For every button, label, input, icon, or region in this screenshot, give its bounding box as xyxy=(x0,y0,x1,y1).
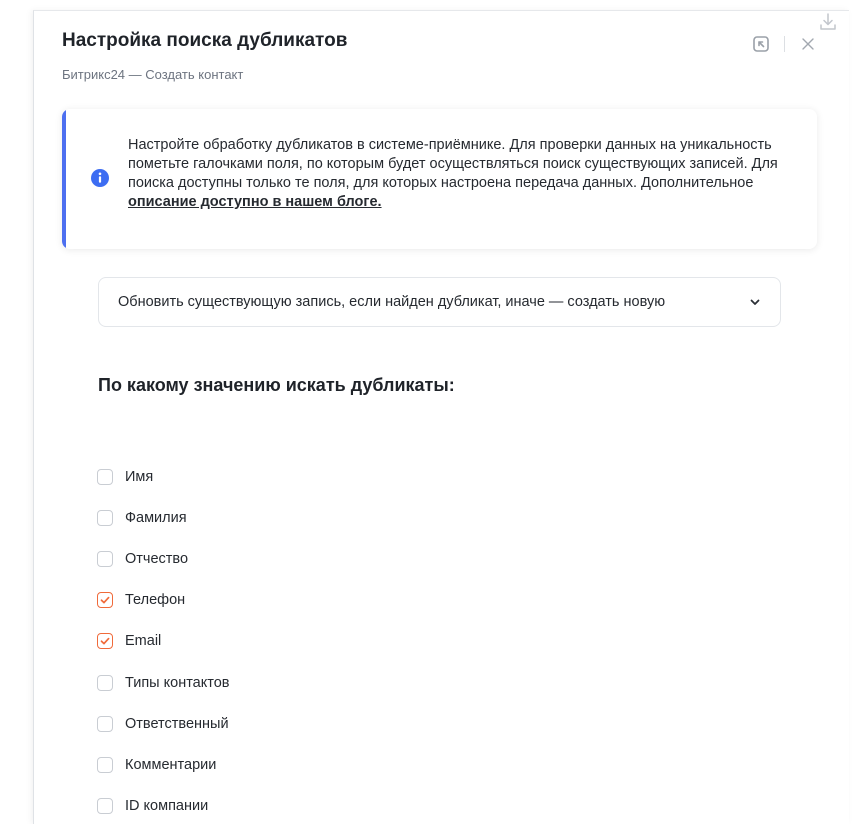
checkbox[interactable] xyxy=(97,675,113,691)
checkbox[interactable] xyxy=(97,510,113,526)
field-item[interactable] xyxy=(97,580,230,621)
checkbox[interactable] xyxy=(97,798,113,814)
field-item[interactable] xyxy=(97,497,230,538)
close-icon[interactable] xyxy=(797,33,819,55)
select-value: Обновить существующую запись, если найден дубликат, иначе — создать новую xyxy=(118,294,738,310)
checkbox[interactable] xyxy=(97,757,113,773)
field-item[interactable] xyxy=(97,456,230,497)
pin-icon[interactable] xyxy=(750,33,772,55)
field-label: Комментарии xyxy=(125,757,216,773)
field-item[interactable] xyxy=(97,786,230,824)
field-label: ID компании xyxy=(125,798,208,814)
field-list xyxy=(97,456,230,824)
checkbox[interactable] xyxy=(97,633,113,649)
field-label: Фамилия xyxy=(125,510,187,526)
download-icon[interactable] xyxy=(818,12,838,34)
check-icon xyxy=(100,595,110,605)
field-label: Имя xyxy=(125,469,153,485)
field-item[interactable] xyxy=(97,744,230,785)
blog-link[interactable]: описание доступно в нашем блоге. xyxy=(128,194,382,210)
header-actions xyxy=(750,33,819,55)
field-label: Ответственный xyxy=(125,716,229,732)
modal-title: Настройка поиска дубликатов xyxy=(62,30,347,52)
info-banner xyxy=(62,109,817,249)
field-label: Отчество xyxy=(125,551,188,567)
field-label: Телефон xyxy=(125,592,185,608)
checkbox[interactable] xyxy=(97,469,113,485)
chevron-down-icon xyxy=(748,295,762,309)
duplicate-settings-modal xyxy=(33,10,849,824)
check-icon xyxy=(100,636,110,646)
header-divider xyxy=(784,36,785,52)
info-icon xyxy=(90,168,110,188)
modal-subtitle: Битрикс24 — Создать контакт xyxy=(62,67,243,82)
section-title: По какому значению искать дубликаты: xyxy=(98,375,455,396)
checkbox[interactable] xyxy=(97,716,113,732)
checkbox[interactable] xyxy=(97,551,113,567)
duplicate-action-select[interactable] xyxy=(98,277,781,327)
info-body: Настройте обработку дубликатов в системе-приёмнике. Для проверки данных на уникальность пометьте галочками поля, по которым будет осуществляться поиск существующих записей. Для поиска доступны только те поля, для которых настроена передача данных. Дополнительное xyxy=(128,137,778,191)
checkbox[interactable] xyxy=(97,592,113,608)
field-item[interactable] xyxy=(97,662,230,703)
field-item[interactable] xyxy=(97,703,230,744)
field-label: Типы контактов xyxy=(125,675,230,691)
field-item[interactable] xyxy=(97,538,230,579)
field-label: Email xyxy=(125,633,161,649)
field-item[interactable] xyxy=(97,621,230,662)
info-text xyxy=(128,136,791,212)
